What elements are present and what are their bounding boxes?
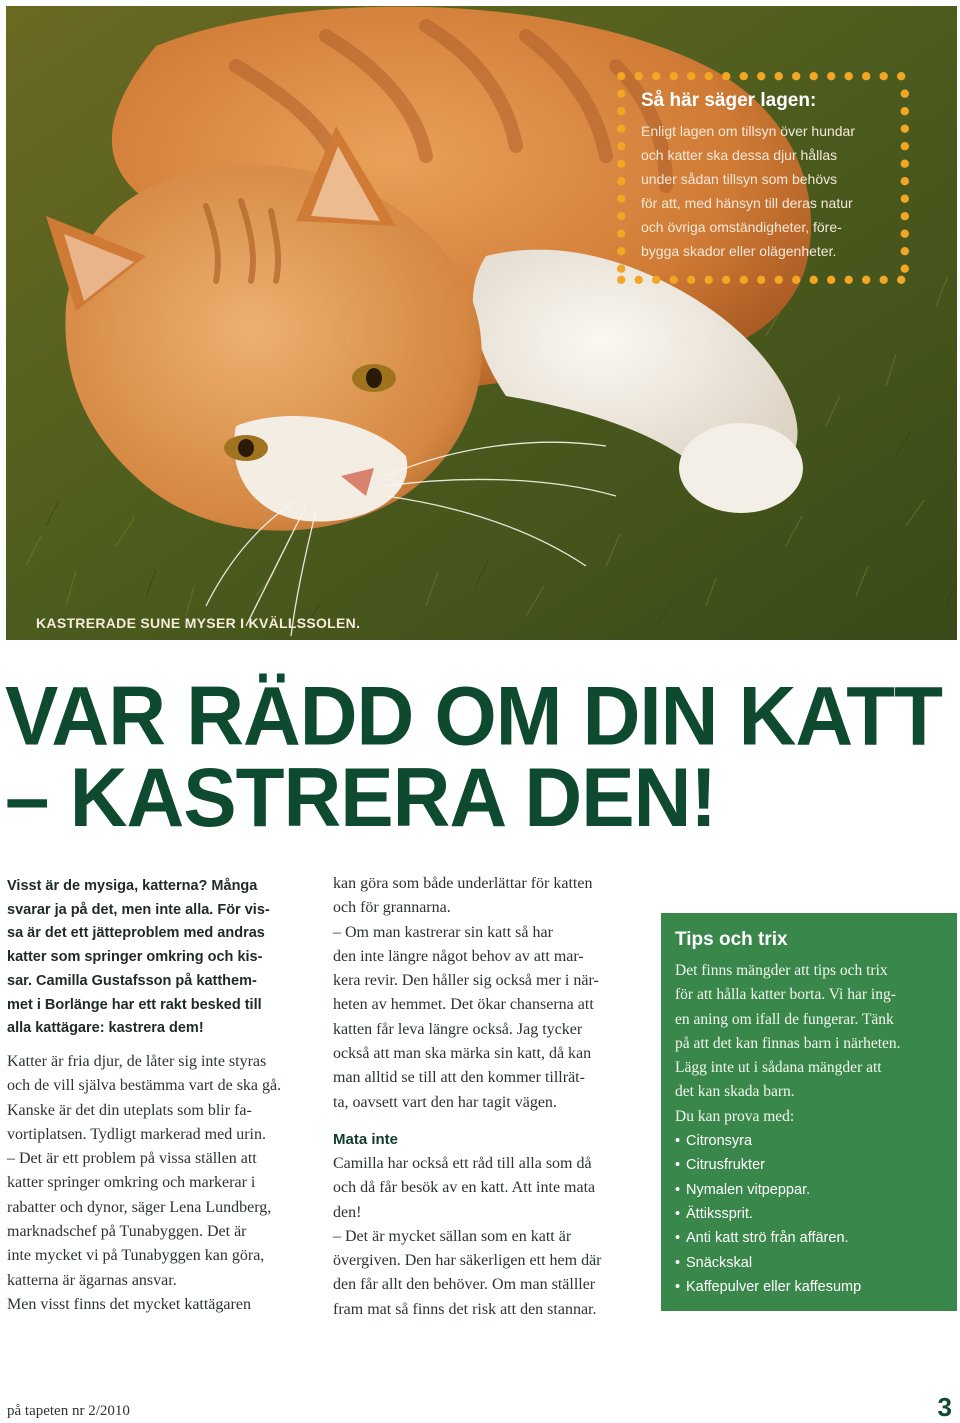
border-dot	[617, 125, 625, 133]
border-dot	[617, 195, 625, 203]
border-dot	[757, 72, 765, 80]
list-item: • Anti katt strö från affären.	[675, 1226, 939, 1250]
border-dot	[617, 247, 625, 255]
border-dot	[617, 265, 625, 273]
footer-publication: på tapeten nr 2/2010	[7, 1403, 130, 1419]
subheading-mata-inte: Mata inte	[333, 1130, 399, 1148]
tips-intro: Det finns mängder att tips och trix för att hålla katter borta. Vi har ing- en aning om ifall de fungerar. Tänk på att det kan finnas barn i närheten. Lägg inte ut i sådana mängder att det kan skada barn. Du kan prova med:	[675, 962, 901, 1125]
border-dot	[670, 72, 678, 80]
border-dot	[617, 276, 625, 284]
tips-title: Tips och trix	[675, 929, 788, 950]
border-dot	[845, 72, 853, 80]
border-dot	[617, 160, 625, 168]
border-dot	[897, 276, 905, 284]
border-dot	[845, 276, 853, 284]
border-dot	[740, 276, 748, 284]
border-dot	[617, 107, 625, 115]
border-dot	[757, 276, 765, 284]
border-dot	[792, 276, 800, 284]
border-dot	[740, 72, 748, 80]
bullet-icon: •	[675, 1230, 681, 1247]
border-dot	[810, 276, 818, 284]
column-1-body: Katter är fria djur, de låter sig inte styras och de vill själva bestämma vart de ska gå. Kanske är det din uteplats som blir fa- vortiplatsen. Tydligt markerad med urin. – Det är ett problem på vissa ställen att katter springer omkring och markerar i rabatter och dynor, säger Lena Lundberg, marknadschef på Tunabyggen. Det är inte mycket vi på Tunabyggen kan göra, katterna är ägarnas ansvar. Men visst finns det mycket kattägaren	[7, 1052, 282, 1313]
border-dot	[635, 72, 643, 80]
list-item: • Citrusfrukter	[675, 1153, 939, 1177]
border-dot	[705, 276, 713, 284]
border-dot	[617, 142, 625, 150]
article-headline	[5, 669, 960, 844]
border-dot	[617, 230, 625, 238]
border-dot	[617, 212, 625, 220]
border-dot	[862, 72, 870, 80]
column-2-body-1: kan göra som både underlättar för katten och för grannarna. – Om man kastrerar sin katt så har den inte längre något behov av att mar- kera revir. Den håller sig också mer i när- heten av hemmet. Det ökar chanserna att katten får leva längre också. Jag tycker också att man ska märka sin katt, då kan man alltid se till att den kommer tillrät- ta, oavsett vart den har tagit vägen.	[333, 875, 599, 1111]
border-dot	[827, 72, 835, 80]
lead-paragraph: Visst är de mysiga, katterna? Många svarar ja på det, men inte alla. För vis- sa är det ett jätteproblem med andras katter som springer omkring och kis- sar. Camilla Gustafsson på katthem- met i Borlänge har ett rakt besked till alla kattägare: kastrera dem!	[7, 878, 270, 1037]
border-dot	[901, 265, 909, 273]
border-dot	[775, 72, 783, 80]
border-dot	[617, 177, 625, 185]
article-column-1	[7, 875, 304, 1317]
border-dot	[687, 276, 695, 284]
border-dot	[880, 72, 888, 80]
article-column-2	[333, 872, 630, 1322]
list-item: • Ättikssprit.	[675, 1202, 939, 1226]
list-item: • Snäckskal	[675, 1251, 939, 1275]
headline-line-1: VAR RÄDD OM DIN KATT	[5, 669, 942, 763]
page-number: 3	[937, 1392, 952, 1422]
bullet-icon: •	[675, 1278, 681, 1295]
border-dot	[880, 276, 888, 284]
tips-box	[661, 913, 957, 1311]
headline-line-2: – KASTRERA DEN!	[5, 750, 716, 844]
list-item: • Nymalen vitpeppar.	[675, 1178, 939, 1202]
border-dot	[775, 276, 783, 284]
border-dot	[722, 72, 730, 80]
photo-caption: KASTRERADE SUNE MYSER I KVÄLLSSOLEN.	[36, 615, 361, 631]
border-dot	[670, 276, 678, 284]
tips-list	[675, 1129, 939, 1299]
border-dot	[862, 276, 870, 284]
bullet-icon: •	[675, 1205, 681, 1222]
border-dot	[652, 72, 660, 80]
border-dot	[792, 72, 800, 80]
bullet-icon: •	[675, 1181, 681, 1198]
border-dot	[722, 276, 730, 284]
border-dot	[617, 90, 625, 98]
border-dot	[827, 276, 835, 284]
border-dot	[705, 72, 713, 80]
law-box-text: Enligt lagen om tillsyn över hundar och katter ska dessa djur hållas under sådan tillsyn som behövs för att, med hänsyn till deras natur och övriga omständigheter, före- bygga skador eller olägenheter.	[641, 123, 856, 259]
bullet-icon: •	[675, 1157, 681, 1174]
border-dot	[810, 72, 818, 80]
list-item: • Kaffepulver eller kaffesump	[675, 1275, 939, 1299]
border-dot	[687, 72, 695, 80]
border-dot	[897, 72, 905, 80]
bullet-icon: •	[675, 1254, 681, 1271]
border-dot	[617, 72, 625, 80]
bullet-icon: •	[675, 1133, 681, 1150]
list-item: • Citronsyra	[675, 1129, 939, 1153]
border-dot	[635, 276, 643, 284]
law-info-box	[617, 72, 909, 284]
column-2-body-2: Camilla har också ett råd till alla som då och då får besök av en katt. Att inte mata den! – Det är mycket sällan som en katt är övergiven. Den har säkerligen ett hem där den får allt den behöver. Om man ställler fram mat så finns det risk att den stannar.	[333, 1154, 602, 1318]
border-dot	[652, 276, 660, 284]
law-box-title: Så här säger lagen:	[641, 90, 817, 111]
